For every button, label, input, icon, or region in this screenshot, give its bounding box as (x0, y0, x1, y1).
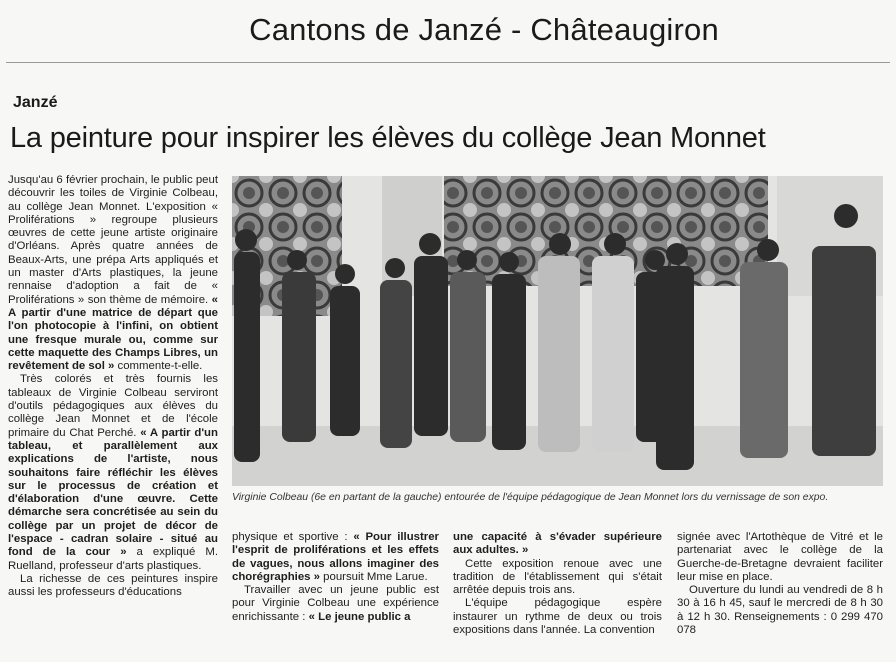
body-text: La richesse de ces peintures inspire aussi les professeurs d'éducations (8, 572, 218, 599)
section-title: Cantons de Janzé - Châteaugiron (249, 12, 719, 47)
town-kicker: Janzé (13, 94, 58, 111)
group-photo-illustration (232, 176, 883, 486)
body-text: commente-t-elle. (114, 360, 203, 373)
article-column-4 (677, 531, 883, 637)
body-text: L'équipe pédagogique espère instaurer un rythme de deux ou trois expositions dans l'année. La convention (453, 597, 662, 637)
quote-text: « A partir d'un tableau, et parallèlement aux explications de l'artiste, nous souhaitons faire réfléchir les élèves sur le processus de création et d'élaboration d'une œuvre. Cette démarche sera concrétisée au sein du collège par un projet de décor de l'espace - cadran solaire - situé au fond de la cour » (8, 426, 218, 559)
body-text: signée avec l'Artothèque de Vitré et le partenariat avec le collège de la Guerche-de-Bretagne devraient faciliter leur mise en place. (677, 531, 883, 583)
header-rule (6, 62, 890, 63)
article-column-3 (453, 531, 662, 637)
article-paragraph (8, 373, 218, 572)
quote-text: « A partir d'une matrice de départ que l'on photocopie à l'infini, on obtient une fresque murale ou, comme sur cette maquette des Champs Libres, un revêtement de sol » (8, 293, 218, 373)
quote-text: une capacité à s'évader supérieure aux adultes. » (453, 531, 662, 557)
body-text: Travailler avec un jeune public est pour Virginie Colbeau une expérience enrichissante : (232, 584, 439, 623)
article-paragraph (677, 584, 883, 637)
body-text: a expliqué M. Ruelland, professeur d'arts plastiques. (8, 546, 218, 572)
quote-text: « Le jeune public a (308, 610, 411, 623)
article-paragraph (453, 531, 662, 558)
article-paragraph (677, 531, 883, 584)
article-paragraph (232, 584, 439, 624)
body-text: Jusqu'au 6 février prochain, le public peut découvrir les toiles de Virginie Colbeau, au collège Jean Monnet. L'exposition « Proliférations » regroupe plusieurs œuvres de cette jeune artiste originaire d'Orléans. Après quatre années de Beaux-Arts, une prépa Arts appliqués et un master d'Arts plastiques, la jeune rennaise d'adoption a fait de « Proliférations » son thème de mémoire. (8, 174, 218, 306)
photo-caption: Virginie Colbeau (6e en partant de la gauche) entourée de l'équipe pédagogique de Jean Monnet lors du vernissage de son expo. (232, 492, 829, 503)
group-photo (232, 176, 883, 486)
body-text: physique et sportive : (232, 531, 354, 543)
article-paragraph (453, 597, 662, 637)
article-column-2 (232, 531, 439, 624)
article-column-1 (8, 174, 218, 600)
body-text: Très colorés et très fournis les tableaux de Virginie Colbeau serviront d'outils pédagogiques aux élèves du collège Jean Monnet et de l'école primaire du Chat Perché. (8, 373, 218, 439)
article-paragraph (453, 558, 662, 598)
article-paragraph (8, 174, 218, 373)
body-text: Ouverture du lundi au vendredi de 8 h 30 à 16 h 45, sauf le mercredi de 8 h 30 à 12 h 30. Renseignements : 0 299 470 078 (677, 584, 883, 637)
article-paragraph (232, 531, 439, 584)
article-headline: La peinture pour inspirer les élèves du collège Jean Monnet (10, 122, 766, 154)
quote-text: « Pour illustrer l'esprit de proliférations et les effets de vagues, nous allons imaginer des chorégraphies » (232, 531, 439, 583)
body-text: poursuit Mme Larue. (320, 570, 428, 583)
body-text: Cette exposition renoue avec une tradition de l'établissement qui s'était arrêtée depuis trois ans. (453, 557, 662, 597)
article-paragraph (8, 573, 218, 600)
